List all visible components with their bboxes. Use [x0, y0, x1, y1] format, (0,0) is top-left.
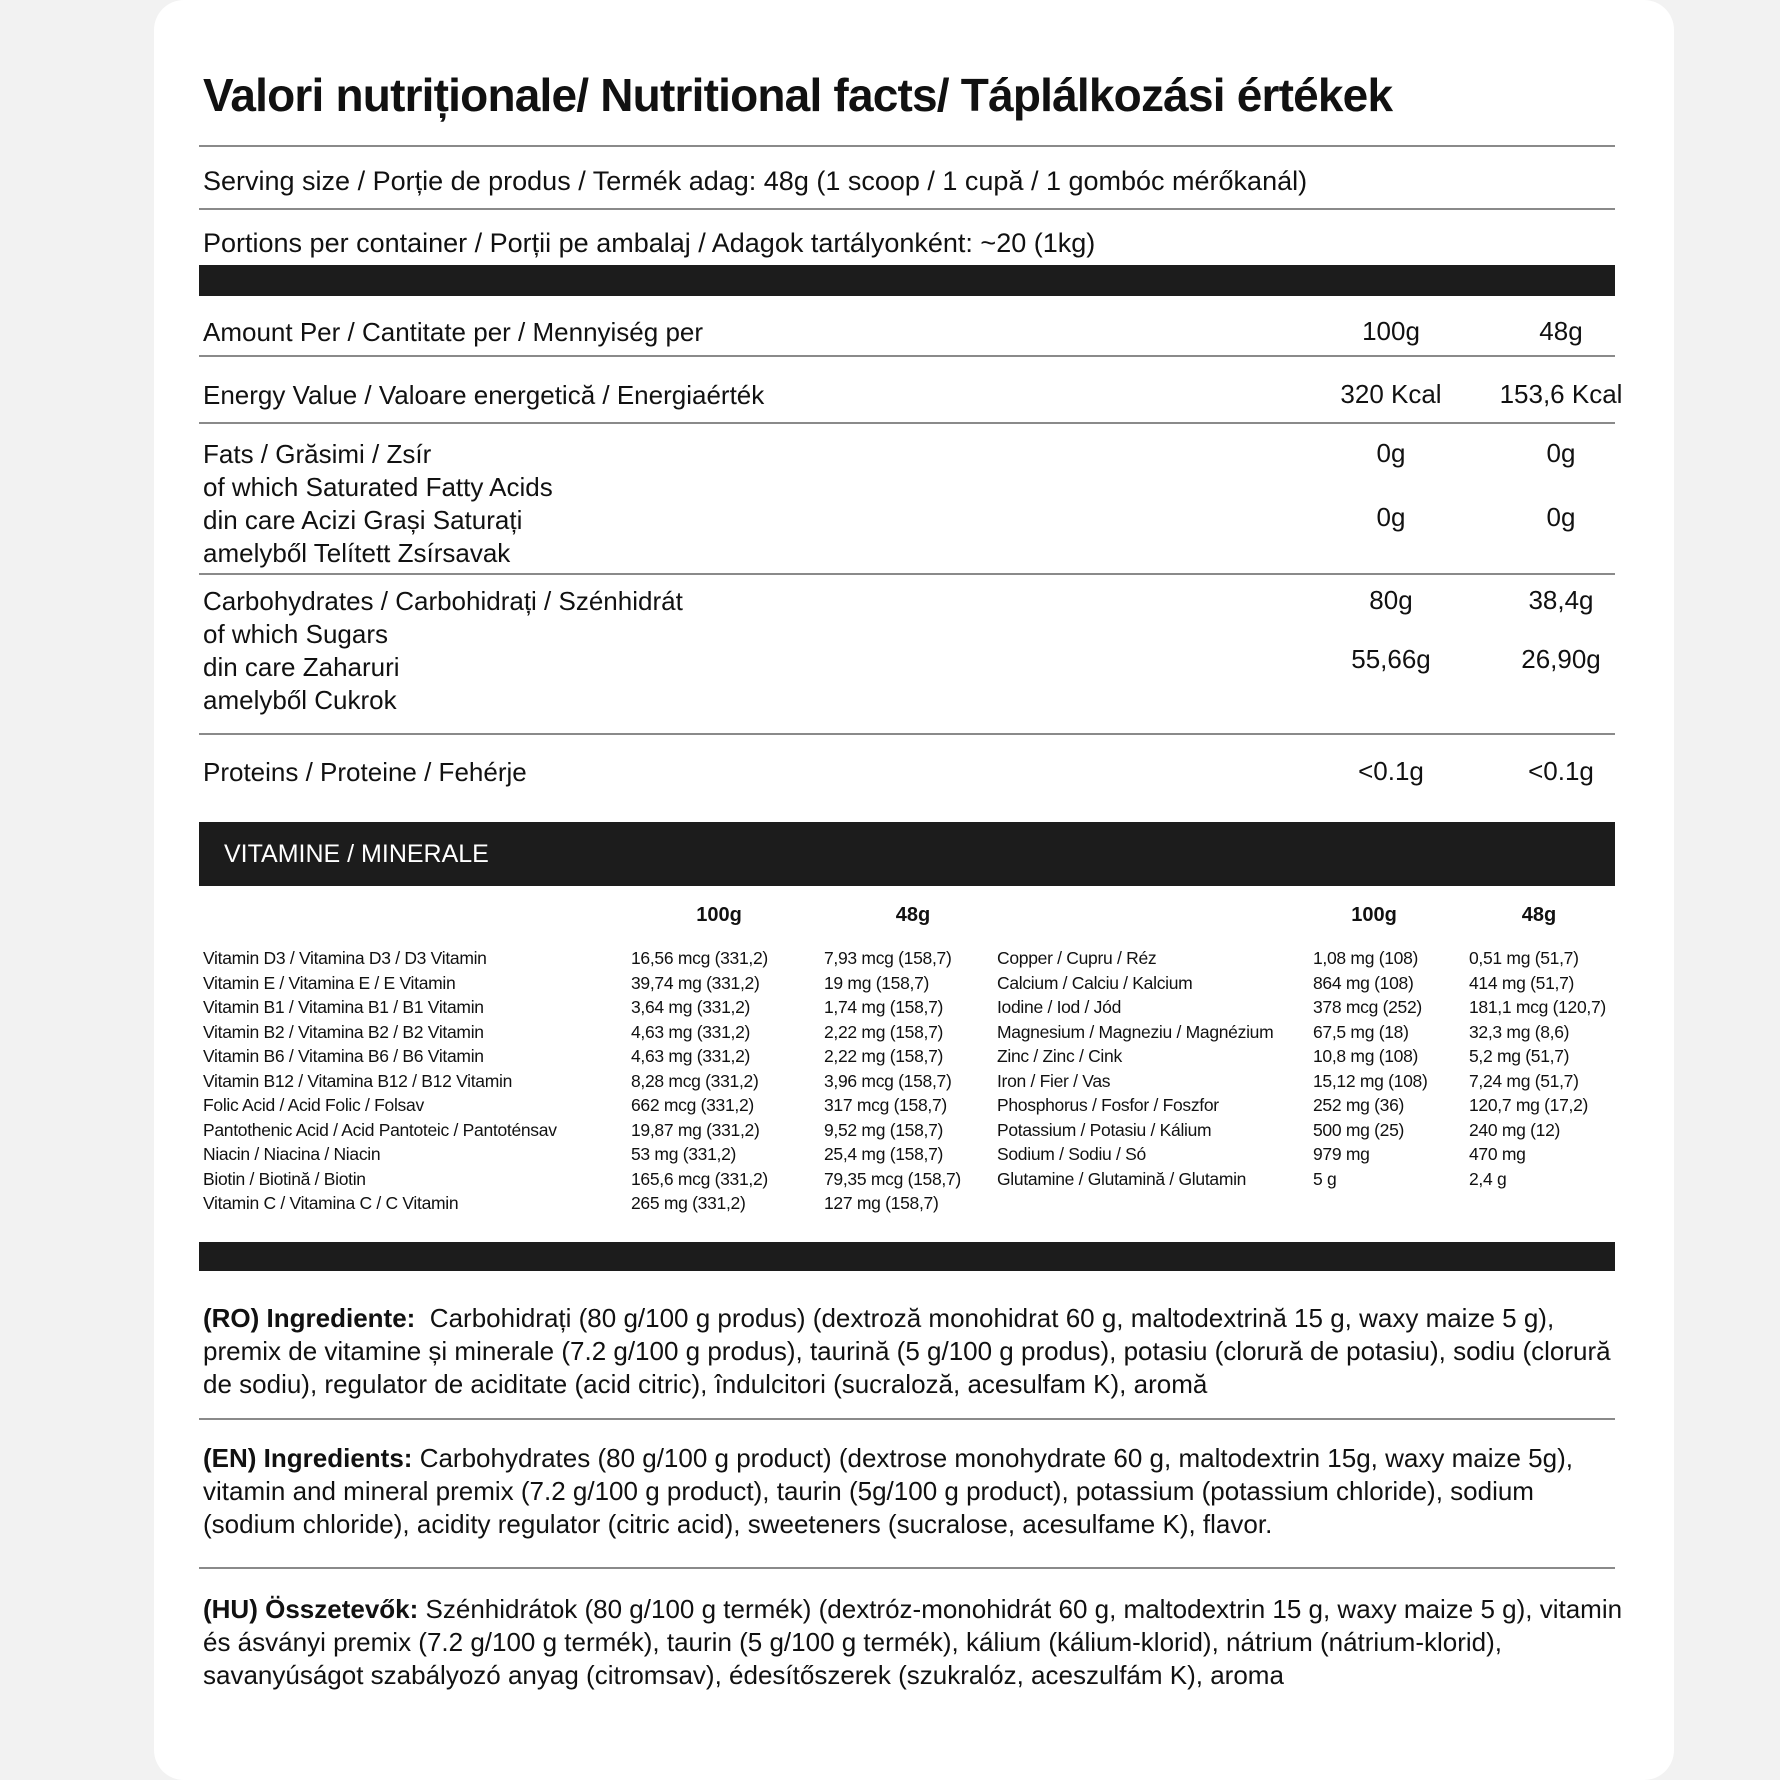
mineral-value-100g: 15,12 mg (108) [1313, 1070, 1428, 1091]
vitamin-name: Biotin / Biotină / Biotin [203, 1168, 366, 1189]
vitamin-name: Vitamin B2 / Vitamina B2 / B2 Vitamin [203, 1021, 484, 1042]
energy-label: Energy Value / Valoare energetică / Energiaérték [203, 380, 765, 410]
saturated-100g: 0g [1376, 502, 1406, 532]
ingredients-hu-label: (HU) Összetevők: [203, 1594, 419, 1624]
divider [199, 733, 1615, 735]
ingredients-ro [203, 1302, 1623, 1401]
vitamin-value-48g: 19 mg (158,7) [824, 972, 930, 993]
mineral-value-100g: 252 mg (36) [1313, 1095, 1405, 1115]
sugars-48g: 26,90g [1521, 644, 1601, 674]
mineral-value-100g: 1,08 mg (108) [1313, 948, 1419, 968]
vitamin-name: Vitamin B6 / Vitamina B6 / B6 Vitamin [203, 1046, 484, 1066]
minerals-names [997, 946, 1273, 1191]
energy-100g: 320 Kcal [1340, 379, 1442, 409]
vitamins-col-48g: 48g [895, 904, 931, 926]
vitamin-name: Vitamin B12 / Vitamina B12 / B12 Vitamin [203, 1070, 513, 1091]
vitamin-value-100g: 4,63 mg (331,2) [631, 1046, 751, 1066]
ingredients-en [203, 1442, 1623, 1541]
vitamin-value-100g: 265 mg (331,2) [631, 1193, 746, 1213]
divider [199, 145, 1615, 147]
ingredients-hu-text: Szénhidrátok (80 g/100 g termék) (dextróz-monohidrát 60 g, maltodextrin 15 g, waxy maize 5 g), vitamin és ásványi premix (7.2 g/100 g termék), taurin (5 g/100 g termék), kálium (kálium-klorid), nátrium (nátrium-klorid), savanyúságot szabályozó anyag (citromsav), édesítőszerek (szukralóz, aceszulfám K), aroma [203, 1594, 1623, 1690]
proteins-100g: <0.1g [1358, 756, 1424, 786]
vitamin-value-100g: 662 mcg (331,2) [631, 1095, 754, 1115]
carbs-48g: 38,4g [1528, 585, 1594, 615]
mineral-value-48g: 2,4 g [1469, 1168, 1507, 1189]
vitamin-value-100g: 3,64 mg (331,2) [631, 997, 751, 1017]
vitamins-values-100g [631, 946, 768, 1216]
vitamin-name: Folic Acid / Acid Folic / Folsav [203, 1095, 424, 1115]
mineral-name: Calcium / Calciu / Kalcium [997, 972, 1193, 993]
fats-label: Fats / Grăsimi / Zsír [203, 439, 432, 469]
mineral-value-48g: 32,3 mg (8,6) [1469, 1021, 1570, 1042]
carbs-sugars-en: of which Sugars [203, 619, 388, 649]
vitamin-value-48g: 7,93 mcg (158,7) [824, 948, 952, 968]
vitamin-value-48g: 3,96 mcg (158,7) [824, 1070, 952, 1091]
mineral-value-100g: 864 mg (108) [1313, 972, 1414, 993]
section-bar [199, 1242, 1615, 1271]
vitamin-value-100g: 8,28 mcg (331,2) [631, 1070, 759, 1091]
mineral-name: Glutamine / Glutamină / Glutamin [997, 1168, 1247, 1189]
vitamin-value-48g: 2,22 mg (158,7) [824, 1021, 944, 1042]
vitamin-name: Vitamin B1 / Vitamina B1 / B1 Vitamin [203, 997, 484, 1017]
mineral-name: Iron / Fier / Vas [997, 1070, 1111, 1091]
mineral-name: Iodine / Iod / Jód [997, 997, 1121, 1017]
ingredients-ro-label: (RO) Ingrediente: [203, 1303, 416, 1333]
fats-saturated-en: of which Saturated Fatty Acids [203, 472, 553, 502]
mineral-value-48g: 414 mg (51,7) [1469, 972, 1575, 993]
mineral-value-48g: 7,24 mg (51,7) [1469, 1070, 1579, 1091]
vitamins-names [203, 946, 557, 1216]
carbs-sugars-hu: amelyből Cukrok [203, 685, 397, 715]
vitamin-value-100g: 16,56 mcg (331,2) [631, 948, 768, 968]
divider [199, 573, 1615, 575]
sugars-100g: 55,66g [1351, 644, 1431, 674]
vitamins-header: VITAMINE / MINERALE [224, 840, 489, 868]
divider [199, 422, 1615, 424]
page-title: Valori nutriționale/ Nutritional facts/ Táplálkozási értékek [203, 69, 1393, 121]
mineral-name: Phosphorus / Fosfor / Foszfor [997, 1095, 1219, 1115]
vitamins-values-48g [824, 946, 961, 1216]
mineral-value-48g: 181,1 mcg (120,7) [1469, 997, 1606, 1017]
vitamin-name: Vitamin C / Vitamina C / C Vitamin [203, 1193, 459, 1213]
mineral-value-48g: 240 mg (12) [1469, 1119, 1561, 1140]
mineral-value-100g: 10,8 mg (108) [1313, 1046, 1419, 1066]
divider [199, 1418, 1615, 1420]
mineral-value-48g: 120,7 mg (17,2) [1469, 1095, 1589, 1115]
vitamin-value-48g: 25,4 mg (158,7) [824, 1144, 944, 1164]
vitamin-value-48g: 1,74 mg (158,7) [824, 997, 944, 1017]
carbs-sugars-ro: din care Zaharuri [203, 652, 400, 682]
mineral-value-100g: 500 mg (25) [1313, 1119, 1405, 1140]
mineral-value-48g: 5,2 mg (51,7) [1469, 1046, 1570, 1066]
carbs-100g: 80g [1369, 585, 1413, 615]
mineral-value-100g: 378 mcg (252) [1313, 997, 1422, 1017]
vitamin-value-48g: 317 mcg (158,7) [824, 1095, 947, 1115]
vitamin-value-100g: 165,6 mcg (331,2) [631, 1168, 768, 1189]
vitamin-value-48g: 127 mg (158,7) [824, 1193, 939, 1213]
proteins-48g: <0.1g [1528, 756, 1594, 786]
vitamin-value-48g: 9,52 mg (158,7) [824, 1119, 944, 1140]
ingredients-hu [203, 1593, 1623, 1692]
fats-100g: 0g [1376, 438, 1406, 468]
vitamin-value-100g: 4,63 mg (331,2) [631, 1021, 751, 1042]
vitamin-name: Vitamin D3 / Vitamina D3 / D3 Vitamin [203, 948, 487, 968]
ingredients-en-label: (EN) Ingredients: [203, 1443, 413, 1473]
vitamin-name: Niacin / Niacina / Niacin [203, 1144, 381, 1164]
vitamin-value-100g: 39,74 mg (331,2) [631, 972, 760, 993]
mineral-name: Potassium / Potasiu / Kálium [997, 1119, 1212, 1140]
mineral-name: Magnesium / Magneziu / Magnézium [997, 1021, 1274, 1042]
mineral-value-48g: 0,51 mg (51,7) [1469, 948, 1579, 968]
mineral-name: Zinc / Zinc / Cink [997, 1046, 1122, 1066]
divider [199, 355, 1615, 357]
saturated-48g: 0g [1546, 502, 1576, 532]
minerals-values-100g [1313, 946, 1427, 1191]
vitamin-value-100g: 19,87 mg (331,2) [631, 1119, 760, 1140]
serving-size: Serving size / Porție de produs / Termék adag: 48g (1 scoop / 1 cupă / 1 gombóc mérőkanál) [203, 166, 1308, 196]
mineral-name: Sodium / Sodiu / Só [997, 1144, 1146, 1164]
minerals-values-48g [1469, 946, 1606, 1191]
amount-per-100g: 100g [1362, 316, 1420, 346]
proteins-label: Proteins / Proteine / Fehérje [203, 757, 527, 787]
fats-48g: 0g [1546, 438, 1576, 468]
minerals-col-100g: 100g [1351, 904, 1397, 926]
ingredients-en-text: Carbohydrates (80 g/100 g product) (dextrose monohydrate 60 g, maltodextrin 15g, waxy maize 5g), vitamin and mineral premix (7.2 g/100 g product), taurin (5g/100 g product), potassium (potassium chloride), sodium (sodium chloride), acidity regulator (citric acid), sweeteners (sucralose, acesulfame K), flavor. [203, 1443, 1573, 1539]
vitamin-name: Vitamin E / Vitamina E / E Vitamin [203, 972, 456, 993]
energy-48g: 153,6 Kcal [1499, 379, 1623, 409]
vitamin-value-48g: 79,35 mcg (158,7) [824, 1168, 961, 1189]
mineral-value-100g: 979 mg [1313, 1144, 1370, 1164]
vitamin-value-48g: 2,22 mg (158,7) [824, 1046, 944, 1066]
divider [199, 1567, 1615, 1569]
amount-per-label: Amount Per / Cantitate per / Mennyiség per [203, 317, 704, 347]
minerals-col-48g: 48g [1521, 904, 1557, 926]
vitamin-name: Pantothenic Acid / Acid Pantoteic / Pantoténsav [203, 1119, 557, 1140]
portions-per-container: Portions per container / Porții pe ambalaj / Adagok tartályonként: ~20 (1kg) [203, 228, 1096, 258]
ingredients-ro-text: Carbohidrați (80 g/100 g produs) (dextroză monohidrat 60 g, maltodextrină 15 g, waxy maize 5 g), premix de vitamine și minerale (7.2 g/100 g produs), taurină (5 g/100 g produs), potasiu (clorură de potasiu), sodiu (clorură de sodiu), regulator de aciditate (acid citric), îndulcitori (sucraloză, acesulfam K), aromă [203, 1303, 1611, 1399]
fats-saturated-hu: amelyből Telített Zsírsavak [203, 538, 511, 568]
vitamin-value-100g: 53 mg (331,2) [631, 1144, 737, 1164]
mineral-value-48g: 470 mg [1469, 1144, 1526, 1164]
mineral-value-100g: 5 g [1313, 1168, 1337, 1189]
nutrition-label-card [154, 0, 1674, 1780]
mineral-value-100g: 67,5 mg (18) [1313, 1021, 1409, 1042]
amount-per-48g: 48g [1539, 316, 1583, 346]
fats-saturated-ro: din care Acizi Grași Saturați [203, 505, 523, 535]
mineral-name: Copper / Cupru / Réz [997, 948, 1157, 968]
carbs-label: Carbohydrates / Carbohidrați / Szénhidrát [203, 586, 683, 616]
section-bar [199, 265, 1615, 296]
vitamins-col-100g: 100g [696, 904, 742, 926]
divider [199, 208, 1615, 210]
